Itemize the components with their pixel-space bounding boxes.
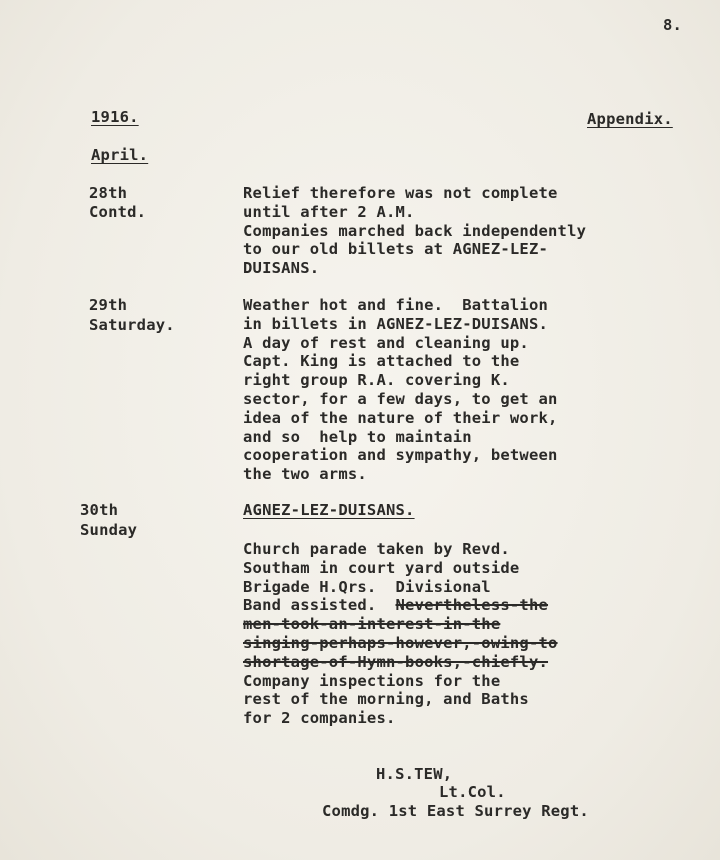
entry-line: Church parade taken by Revd. <box>243 540 510 558</box>
entry-date: 30th <box>80 501 119 519</box>
signature-unit: Comdg. 1st East Surrey Regt. <box>322 802 589 820</box>
struck-line: men-took-an-interest-in-the <box>243 615 501 634</box>
place-heading: AGNEZ-LEZ-DUISANS. <box>243 501 415 519</box>
entry-text <box>243 296 558 484</box>
entry-line: until after 2 A.M. <box>243 202 415 221</box>
entry-line-mixed <box>243 596 558 615</box>
entry-line: DUISANS. <box>243 259 320 278</box>
entry-line: Capt. King is attached to the <box>243 352 520 371</box>
entry-line: for 2 companies. <box>243 709 396 728</box>
entry-day: Saturday. <box>89 316 175 334</box>
month-heading: April. <box>91 146 149 164</box>
entry-line: cooperation and sympathy, between <box>243 446 558 465</box>
entry-line: rest of the morning, and Baths <box>243 690 529 709</box>
entry-line: Company inspections for the <box>243 671 501 690</box>
signature-name: H.S.TEW, <box>376 765 453 783</box>
entry-text <box>243 184 586 278</box>
appendix-heading: Appendix. <box>587 110 673 128</box>
signature-rank: Lt.Col. <box>439 783 506 801</box>
entry-line: the two arms. <box>243 465 367 484</box>
struck-line: shortage-of-Hymn-books,-chiefly. <box>243 652 549 671</box>
entry-line: Companies marched back independently <box>243 221 587 240</box>
entry-line: to our old billets at AGNEZ-LEZ- <box>243 240 549 259</box>
entry-date: 28th <box>89 184 128 202</box>
entry-line: A day of rest and cleaning up. <box>243 333 529 352</box>
struck-line: singing-perhaps-however,-owing-to <box>243 633 558 652</box>
struck-text: Nevertheless-the <box>395 596 549 615</box>
entry-line: Weather hot and fine. Battalion <box>243 296 549 314</box>
entry-text <box>243 540 558 728</box>
entry-line: right group R.A. covering K. <box>243 371 510 390</box>
entry-line: in billets in AGNEZ-LEZ-DUISANS. <box>243 314 549 333</box>
entry-line: sector, for a few days, to get an <box>243 389 558 408</box>
entry-line: Brigade H.Qrs. Divisional <box>243 577 491 596</box>
entry-day: Sunday <box>80 521 138 539</box>
entry-line: Southam in court yard outside <box>243 558 520 577</box>
page-number: 8. <box>663 16 683 34</box>
year-heading: 1916. <box>91 108 139 126</box>
entry-day: Contd. <box>89 203 147 221</box>
entry-line: idea of the nature of their work, <box>243 408 558 427</box>
entry-line: Relief therefore was not complete <box>243 184 558 202</box>
entry-date: 29th <box>89 296 128 314</box>
entry-line: and so help to maintain <box>243 427 472 446</box>
entry-line-plain: Band assisted. <box>243 596 396 615</box>
